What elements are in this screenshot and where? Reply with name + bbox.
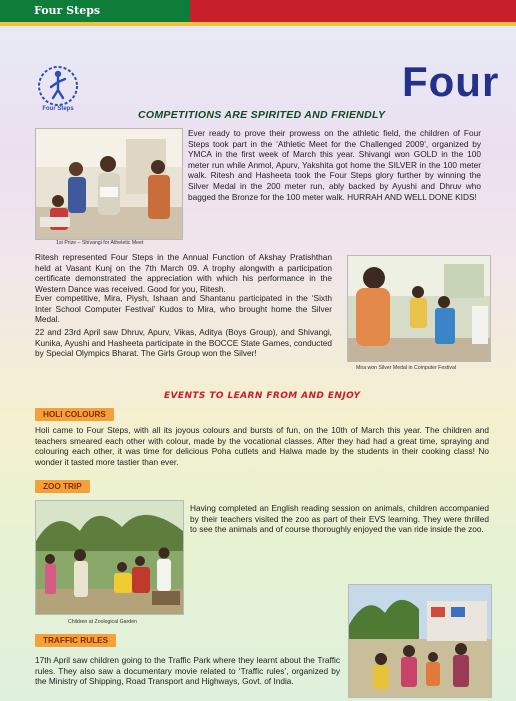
computer-festival-caption: Mira won Silver Medal in Computer Festival	[356, 365, 457, 371]
zoo-trip-photo	[35, 500, 184, 615]
bocce-paragraph: 22 and 23rd April saw Dhruv, Apurv, Vikas, Aditya (Boys Group), and Shivangi, Kunika, Ayushi and Hasheeta participate in the BOCCE State Games, conducted by Special Olympics Bharat. The Girls Group won the Silver!	[35, 327, 332, 359]
header-gold-rule	[0, 22, 516, 26]
section-header-bar	[0, 0, 516, 22]
page-title: Four	[402, 58, 500, 105]
events-banner: EVENTS TO LEARN FROM AND ENJOY	[164, 391, 361, 401]
logo-emblem-icon	[34, 62, 82, 106]
zoo-trip-paragraph: Having completed an English reading session on animals, children accompanied by their teachers visited the zoo as part of their EVS learning. They were thrilled to see the animals and of course thoroughly enjoyed the van ride inside the zoo.	[190, 503, 489, 535]
holi-colours-tag: HOLI COLOURS	[35, 408, 114, 421]
athletic-meet-photo	[35, 128, 183, 240]
athletic-meet-caption: 1st Prize – Shivangi for Atheletic Meet	[56, 240, 144, 246]
traffic-park-photo	[348, 584, 492, 698]
athletic-meet-paragraph: Ever ready to prove their prowess on the athletic field, the children of Four Steps took part in the ‘Athletic Meet for the Challenged 2009’, organized by YMCA in the first week of March this year. Shivangi won GOLD in the 100 meter run while Anmol, Apurv, Yakshita got home the SILVER in the 100 meter walk. Ritesh and Hasheeta took the Four Steps glory further by winning the Silver Medal in the 200 meter run, ably backed by Ayushi and Dhruv who bagged the Bronze for the 100 meter walk. HURRAH AND WELL DONE KIDS!	[188, 128, 481, 202]
traffic-rules-paragraph: 17th April saw children going to the Traffic Park where they learnt about the Traffic rules. They also saw a documentary movie related to ‘Traffic rules’, organized by the Ministry of Shipping, Road Transport and Highways, Govt. of India.	[35, 655, 340, 687]
logo-text: Four Steps	[42, 106, 74, 112]
computer-festival-photo	[347, 255, 491, 362]
zoo-trip-tag: ZOO TRIP	[35, 480, 90, 493]
ritesh-paragraph: Ritesh represented Four Steps in the Annual Function of Akshay Pratishthan held at Vasant Kunj on the 7th March 09. A trophy alongwith a participation certificate demonstrated the appreciation with which his performance in the Western Dance was received. Good for you, Ritesh.	[35, 252, 332, 294]
competitions-heading: COMPETITIONS ARE SPIRITED AND FRIENDLY	[138, 109, 386, 121]
four-steps-logo	[34, 62, 82, 118]
computer-festival-paragraph: Ever competitive, Mira, Piysh, Ishaan and Shantanu participated in the ‘Sixth Inter School Computer Festival’ Kudos to Mira, who brought home the Silver Medal.	[35, 293, 332, 325]
holi-paragraph: Holi came to Four Steps, with all its joyous colours and bursts of fun, on the 10th of March this year. The children and teachers smeared each other with colour, made by the vocational classes. After they had had a great time, spraying and colouring each other, it was time for delicious Poha cutlets and Halwa made by the students in their cooking class! No wonder it tasted more tastier than ever.	[35, 425, 489, 467]
traffic-rules-tag: TRAFFIC RULES	[35, 634, 116, 647]
zoo-trip-caption: Children at Zoological Garden	[68, 619, 137, 625]
section-label: Four Steps	[34, 4, 101, 17]
